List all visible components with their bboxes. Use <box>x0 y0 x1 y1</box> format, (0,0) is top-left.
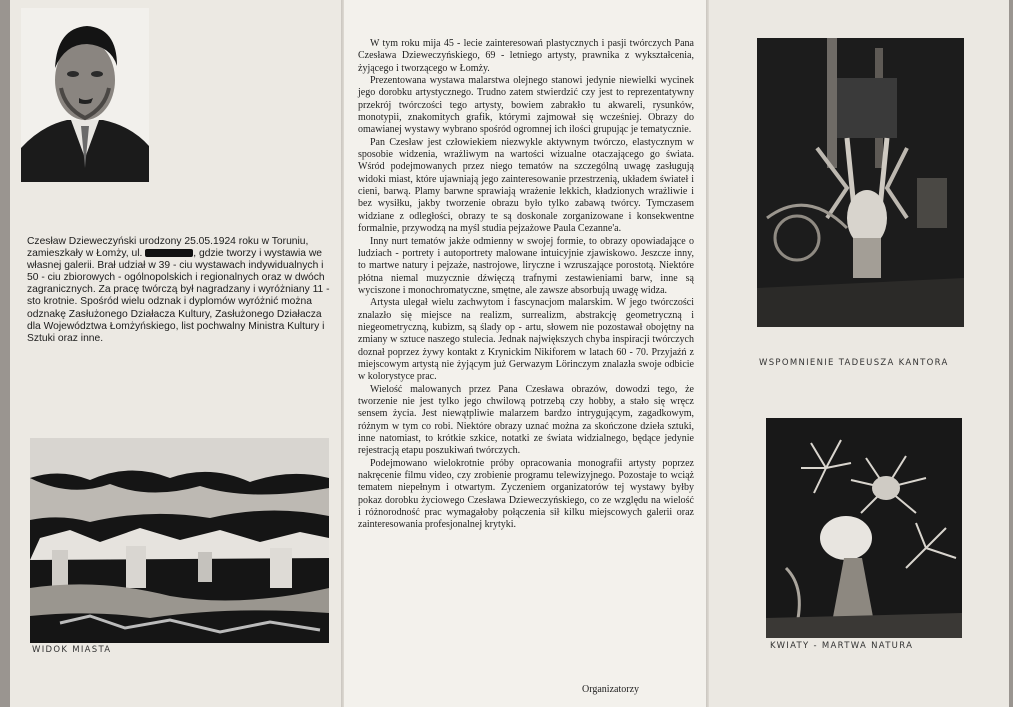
city-view-illustration <box>30 438 329 643</box>
article-text <box>358 38 694 532</box>
portrait-illustration <box>21 8 149 182</box>
left-panel <box>10 0 341 707</box>
article-paragraph: Artysta ulegał wielu zachwytom i fascynacjom malarskim. W jego twórczości znalazło się miejsce na realizm, surrealizm, abstrakcję geometryczną i niegeometryczną, kubizm, są ślady op - artu, słowem nie pozostawał obojętny na zmiany w sztuce naszego stulecia. Jednak największych chyba inspiracji twórczych doznał poprzez żywy kontakt z Krynickim Nikiforem w latach 60 - 70. Przyjaźń z miejscowym artystą nie żyjącym już Gerwazym Lörinczym znalazła swoje odbicie w kolorystyce prac. <box>358 297 694 383</box>
article-paragraph: W tym roku mija 45 - lecie zainteresowań plastycznych i pasji twórczych Pana Czesława Dzieweczyńskiego, 69 - letniego artysty, prawnika z wykształcenia, żyjącego i tworzącego w Łomży. <box>358 38 694 74</box>
flowers-illustration <box>766 418 962 638</box>
article-paragraph: Podejmowano wielokrotnie próby opracowania monografii artysty poprzez nakręcenie filmu video, czy zrobienie programu telewizyjnego. Pozostaje to wciąż tematem niepełnym i otwartym. Zyczeniem organizatorów tej wystawy byłby pokaz dorobku życiowego Czesława Dzieweczyńskiego, co ze względu na wielość i różnorodność prac wymagałoby połączenia sił kilku miejscowych galerii oraz zainteresowania profesjonalnej krytyki. <box>358 457 694 531</box>
right-panel <box>709 0 1009 707</box>
article-paragraph: Inny nurt tematów jakże odmienny w swojej formie, to obrazy opowiadające o ludziach - portrety i autoportrety malowane intuicyjnie zjawiskowo. Jeszcze inny, to martwe natury i pejzaże, nastrojowe, liryczne i wzruszające porostotą. Niektóre płótna niemal muzycznie dźwięczą trafnymi zestawieniami barw, inne są wyciszone i monochromatyczne, smętne, ale zawsze absorbują uwagę widza. <box>358 235 694 296</box>
article-paragraph: Wielość malowanych przez Pana Czesława obrazów, dowodzi tego, że tworzenie nie jest tylko jego chwilową potrzebą czy hobby, a stało się wręcz sensem życia. Jest niewątpliwie malarzem bardzo intrygującym, zagadkowym, różnym w tym co robi. Niektóre obrazy uznać można za skończone dzieła sztuki, inne natomiast, to krótkie szkice, notatki ze świata widzialnego, będące jedynie rejestracją etapu poszukiwań twórczych. <box>358 383 694 457</box>
middle-panel <box>344 0 706 707</box>
painting-kantor-memory <box>757 38 964 327</box>
article-paragraph: Prezentowana wystawa malarstwa olejnego stanowi jedynie niewielki wycinek jego dorobku artystycznego. Trudno zatem stwierdzić czy jest to reprezentatywny przekrój twórczości tego artysty, bowiem zabrakło tu akwareli, rysunków, monotypii, znakomitych grafik, którymi zajmował się wcześniej. Obrazy do omawianej wystawy wybrano spośród ogromnej ich ilości grupując je tematycznie. <box>358 75 694 136</box>
caption-city-view: WIDOK MIASTA <box>32 645 112 655</box>
caption-kantor-memory: WSPOMNIENIE TADEUSZA KANTORA <box>759 358 949 368</box>
painting-city-view <box>30 438 329 643</box>
bio-text-start: Czesław Dzieweczyński urodzony 25.05.1924 roku w Toruniu, zamieszkały w Łomży, ul. <box>27 236 309 260</box>
bio-text-end: , gdzie tworzy i wystawia we własnej galerii. Brał udział w 39 - ciu wystawach indywidualnych i 50 - ciu zbiorowych - ogólnopolskich i regionalnych oraz w dwóch zagranicznych. Za pracę twórczą był nagradzany i wyróżniany 11 - sto krotnie. Spośród wielu odznak i dyplomów wyróżnić można odznakę Zasłużonego Działacza Kultury, Zasłużonego Działacza dla Województwa Łomżyńskiego, list pochwalny Ministra Kultury i Sztuki oraz inne. <box>27 248 330 344</box>
article-paragraph: Pan Czesław jest człowiekiem niezwykle aktywnym twórczo, elastycznym w sposobie widzenia, wrażliwym na wartości wizualne otaczającego go świata. Wśród podejmowanych przez niego tematów na szczególną uwagę zasługują widoki miast, które ujawniają jego zainteresowanie przestrzenią, układem świateł i cieni, barwą. Plamy barwne sprawiają wrażenie lekkich, kładzionych wrażliwie i bez wysiłku, jakby tworzenie obrazu było tylko zabawą twórcy. Tymczasem widziane z odległości, obrazy te są doskonale zorganizowane i konsekwentne formalnie, przywodzą na myśl studia pejzażowe Paula Cezanne'a. <box>358 136 694 235</box>
caption-flowers-still-life: KWIATY - MARTWA NATURA <box>770 641 914 651</box>
artist-biography <box>27 236 333 345</box>
artist-portrait <box>21 8 149 182</box>
signature-organizers: Organizatorzy <box>582 684 640 695</box>
atelier-illustration <box>757 38 964 327</box>
redacted-address <box>145 249 193 257</box>
painting-flowers-still-life <box>766 418 962 638</box>
